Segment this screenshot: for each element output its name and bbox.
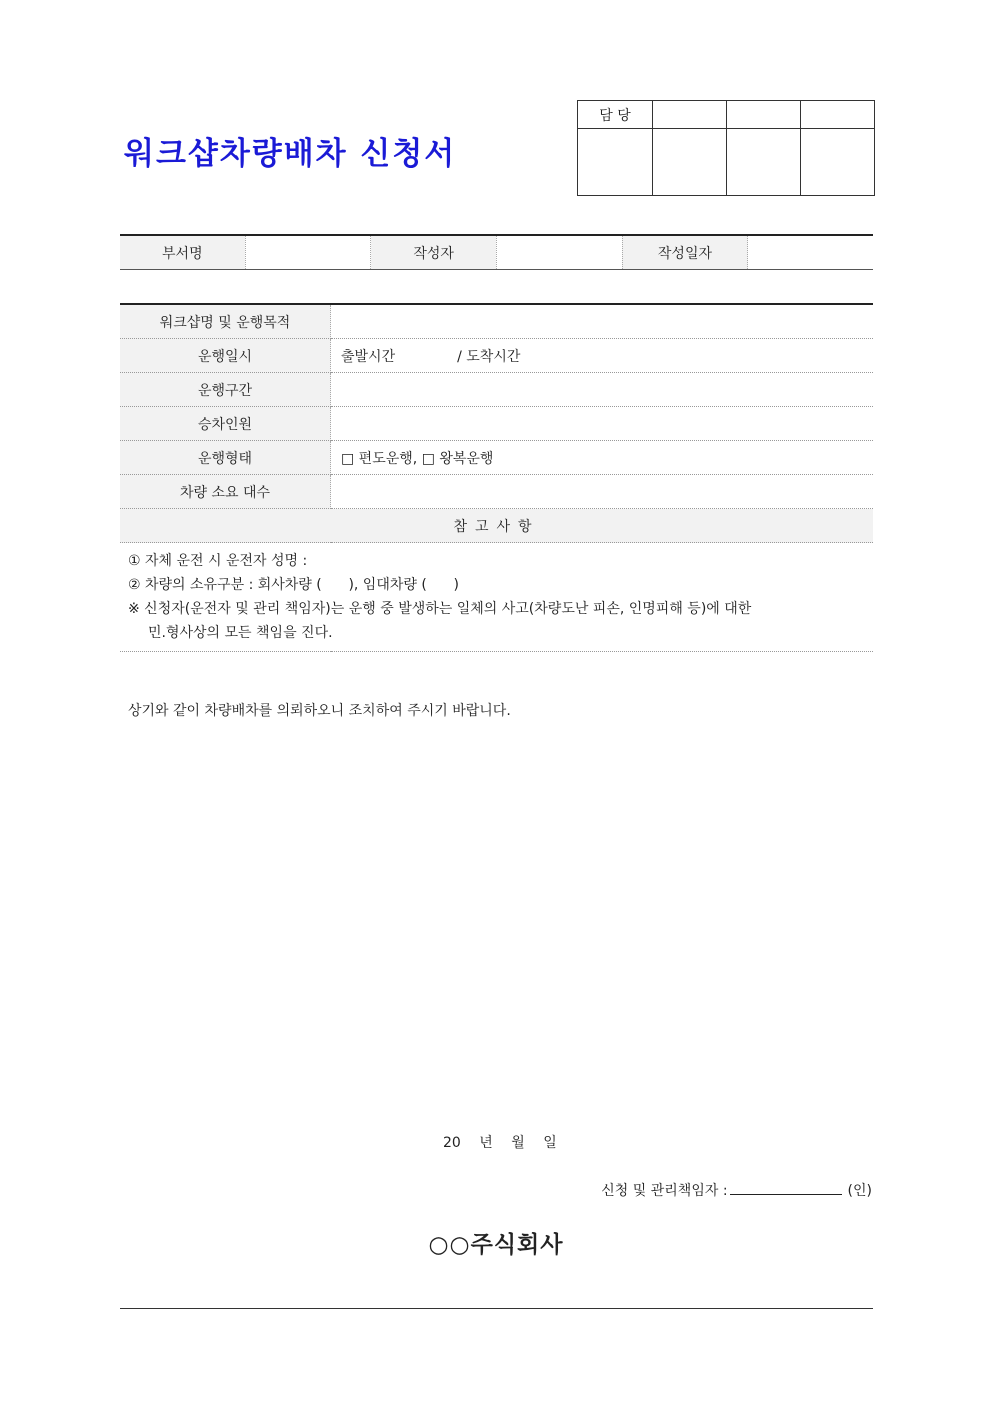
notes-header: 참고사항 — [120, 509, 873, 543]
writer-label: 작성자 — [371, 235, 497, 270]
passengers-field[interactable] — [331, 407, 874, 441]
dept-label: 부서명 — [120, 235, 245, 270]
signature-area — [601, 1180, 872, 1200]
vehicle-count-label: 차량 소요 대수 — [120, 475, 331, 509]
purpose-label: 워크샵명 및 운행목적 — [120, 304, 331, 339]
notes-section — [120, 543, 873, 652]
round-trip-checkbox[interactable]: □ 왕복운행 — [421, 450, 494, 467]
approval-header: 담 당 — [578, 101, 653, 129]
departure-time-label: 출발시간 — [341, 348, 396, 365]
application-date — [443, 1132, 571, 1152]
approval-sign-2[interactable] — [727, 129, 801, 196]
purpose-field[interactable] — [331, 304, 874, 339]
approval-box — [577, 100, 875, 196]
request-statement: 상기와 같이 차량배차를 의뢰하오니 조치하여 주시기 바랍니다. — [128, 703, 511, 719]
date-day-unit: 일 — [543, 1135, 557, 1151]
one-way-checkbox[interactable]: □ 편도운행, — [341, 450, 418, 467]
date-month-unit: 월 — [511, 1135, 525, 1151]
company-name: ○○주식회사 — [428, 1232, 564, 1258]
request-form-table — [120, 303, 873, 652]
note-vehicle-ownership: ② 차량의 소유구분 : 회사차량 ( ), 임대차량 ( ) — [128, 577, 459, 593]
approval-slot-2-header — [727, 101, 801, 129]
datetime-field[interactable] — [331, 339, 874, 373]
footer-divider — [120, 1308, 873, 1309]
route-field[interactable] — [331, 373, 874, 407]
note-liability: ※ 신청자(운전자 및 관리 책임자)는 운행 중 발생하는 일체의 사고(차량도난 피손, 인명피해 등)에 대한 — [128, 601, 752, 617]
note-driver-name: ① 자체 운전 시 운전자 성명 : — [128, 553, 308, 569]
signature-line[interactable] — [730, 1180, 842, 1195]
note-liability-cont: 민.형사상의 모든 책임을 진다. — [148, 625, 333, 641]
writer-field[interactable] — [496, 235, 622, 270]
trip-type-field — [331, 441, 874, 475]
trip-type-label: 운행형태 — [120, 441, 331, 475]
date-label: 작성일자 — [622, 235, 748, 270]
vehicle-count-field[interactable] — [331, 475, 874, 509]
date-year-unit: 년 — [479, 1135, 493, 1151]
approval-sign-0[interactable] — [578, 129, 653, 196]
signatory-label: 신청 및 관리책임자 : — [601, 1183, 728, 1199]
info-table — [120, 234, 873, 270]
date-year: 20 — [443, 1135, 461, 1151]
datetime-label: 운행일시 — [120, 339, 331, 373]
document-title: 워크샵차량배차 신청서 — [124, 136, 457, 172]
approval-sign-3[interactable] — [801, 129, 875, 196]
dept-field[interactable] — [245, 235, 371, 270]
seal-mark: (인) — [847, 1183, 872, 1199]
approval-slot-3-header — [801, 101, 875, 129]
arrival-time-label: / 도착시간 — [457, 348, 521, 365]
route-label: 운행구간 — [120, 373, 331, 407]
approval-sign-1[interactable] — [653, 129, 727, 196]
passengers-label: 승차인원 — [120, 407, 331, 441]
date-field[interactable] — [748, 235, 873, 270]
approval-slot-1-header — [653, 101, 727, 129]
